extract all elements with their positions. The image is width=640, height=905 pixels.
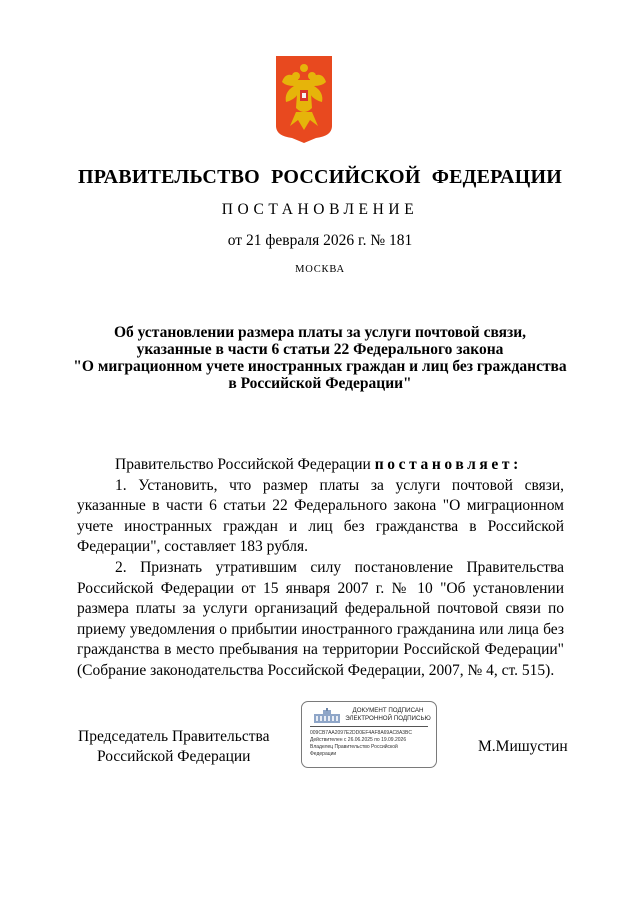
document-subject xyxy=(0,324,640,392)
signatory-name: М.Мишустин xyxy=(478,738,568,755)
stamp-owner: Владелец Правительство Российской xyxy=(310,744,398,750)
coat-of-arms-icon xyxy=(276,56,332,143)
intro-resolution-word: постановляет: xyxy=(374,456,522,473)
intro-paragraph xyxy=(77,455,564,476)
stamp-heading xyxy=(342,707,434,723)
paragraph-1: 1. Установить, что размер платы за услуги почтовой связи, указанные в части 6 статьи 22 Федерального закона "О миграционном учете иностранных граждан и лиц без гражданства в Российской Федерации", составляет 183 рубля. xyxy=(77,476,564,556)
stamp-owner: Федерации xyxy=(310,751,337,757)
signatory-position xyxy=(78,727,270,767)
stamp-validity: Действителен с 26.06.2025 по 19.09.2026 xyxy=(310,737,407,743)
government-building-icon xyxy=(312,708,342,724)
stamp-heading-line: ДОКУМЕНТ ПОДПИСАН xyxy=(352,707,424,714)
stamp-divider xyxy=(310,726,428,727)
stamp-details xyxy=(310,730,412,758)
subject-line: указанные в части 6 статьи 22 Федерального закона xyxy=(136,341,504,358)
electronic-signature-stamp xyxy=(301,701,437,768)
government-title: ПРАВИТЕЛЬСТВО РОССИЙСКОЙ ФЕДЕРАЦИИ xyxy=(78,166,562,188)
document-body xyxy=(77,455,564,682)
paragraph-2: 2. Признать утратившим силу постановление Правительства Российской Федерации от 15 января 2007 г. № 10 "Об установлении размера платы за услуги организаций федеральной почтовой связи по приему уведомления о прибытии иностранного гражданина или лица без гражданства в место пребывания на территории Российской Федерации" (Собрание законодательства Российской Федерации, 2007, № 4, ст. 515). xyxy=(77,558,564,679)
document-city: МОСКВА xyxy=(295,264,345,275)
signatory-position-line: Российской Федерации xyxy=(97,748,251,765)
subject-line: Об установлении размера платы за услуги почтовой связи, xyxy=(113,324,527,341)
stamp-heading-line: ЭЛЕКТРОННОЙ ПОДПИСЬЮ xyxy=(345,715,431,722)
document-date-number: от 21 февраля 2026 г. № 181 xyxy=(227,232,413,249)
signatory-position-line: Председатель Правительства xyxy=(78,728,270,745)
intro-text: Правительство Российской Федерации xyxy=(115,456,375,473)
document-type: ПОСТАНОВЛЕНИЕ xyxy=(221,201,419,218)
subject-line: в Российской Федерации" xyxy=(228,375,412,392)
stamp-certificate: 009CB7AA2097E2DD0EF4AF8A69AC8A3BC xyxy=(310,730,413,736)
subject-line: "О миграционном учете иностранных граждан и лиц без гражданства xyxy=(73,358,567,375)
